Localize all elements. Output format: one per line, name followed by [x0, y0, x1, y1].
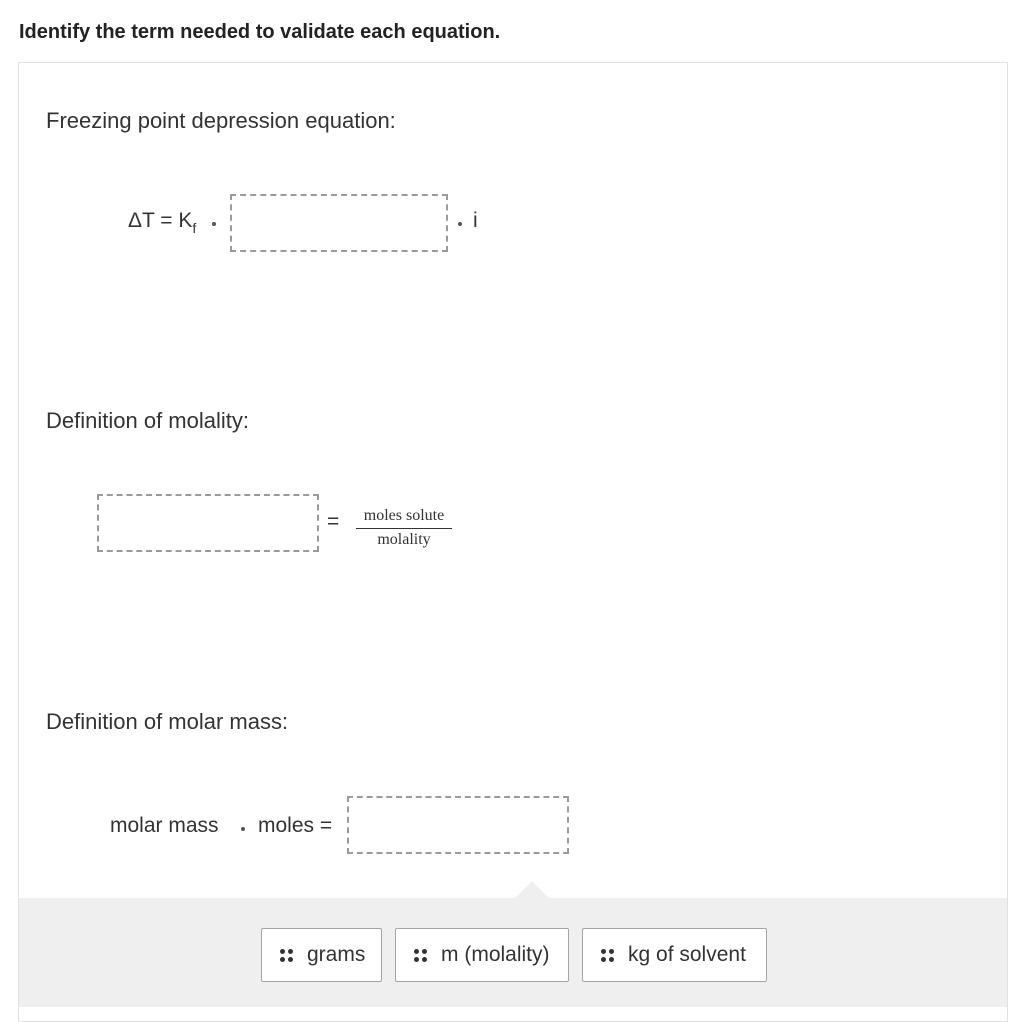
- drag-handle-icon: [280, 949, 293, 962]
- molar-mass-label: Definition of molar mass:: [46, 709, 289, 734]
- freezing-point-label: Freezing point depression equation:: [46, 108, 396, 133]
- answer-chip-grams[interactable]: [261, 928, 382, 982]
- tray-pointer: [515, 881, 549, 898]
- multiply-dot: [458, 222, 462, 226]
- freezing-equation-lhs-text: ΔT = K: [128, 209, 193, 232]
- multiply-dot: [241, 827, 245, 831]
- question-prompt: Identify the term needed to validate each equation.: [19, 21, 501, 43]
- answer-chip-label: grams: [307, 943, 366, 966]
- answer-tray: [19, 898, 1007, 1007]
- drag-handle-icon: [601, 949, 614, 962]
- freezing-term-dropzone[interactable]: [230, 194, 448, 252]
- vant-hoff-factor: i: [473, 209, 478, 232]
- multiply-dot: [212, 222, 216, 226]
- molality-label: Definition of molality:: [46, 408, 249, 433]
- drag-handle-icon: [414, 949, 427, 962]
- freezing-equation-lhs: [128, 209, 197, 236]
- molality-fraction: [356, 507, 452, 549]
- answer-chip-molality[interactable]: [395, 928, 569, 982]
- molar-mass-lhs-part1: molar mass: [110, 814, 219, 837]
- fraction-numerator: moles solute: [356, 507, 452, 529]
- fraction-denominator: molality: [377, 531, 431, 548]
- answer-chip-label: m (molality): [441, 943, 550, 966]
- molality-equals: =: [327, 510, 340, 533]
- molar-mass-term-dropzone[interactable]: [347, 796, 569, 854]
- freezing-equation-subscript: f: [192, 220, 197, 236]
- answer-chip-label: kg of solvent: [628, 943, 746, 966]
- answer-chip-kg-solvent[interactable]: [582, 928, 767, 982]
- molality-term-dropzone[interactable]: [97, 494, 319, 552]
- molar-mass-lhs-part2: moles =: [258, 814, 333, 837]
